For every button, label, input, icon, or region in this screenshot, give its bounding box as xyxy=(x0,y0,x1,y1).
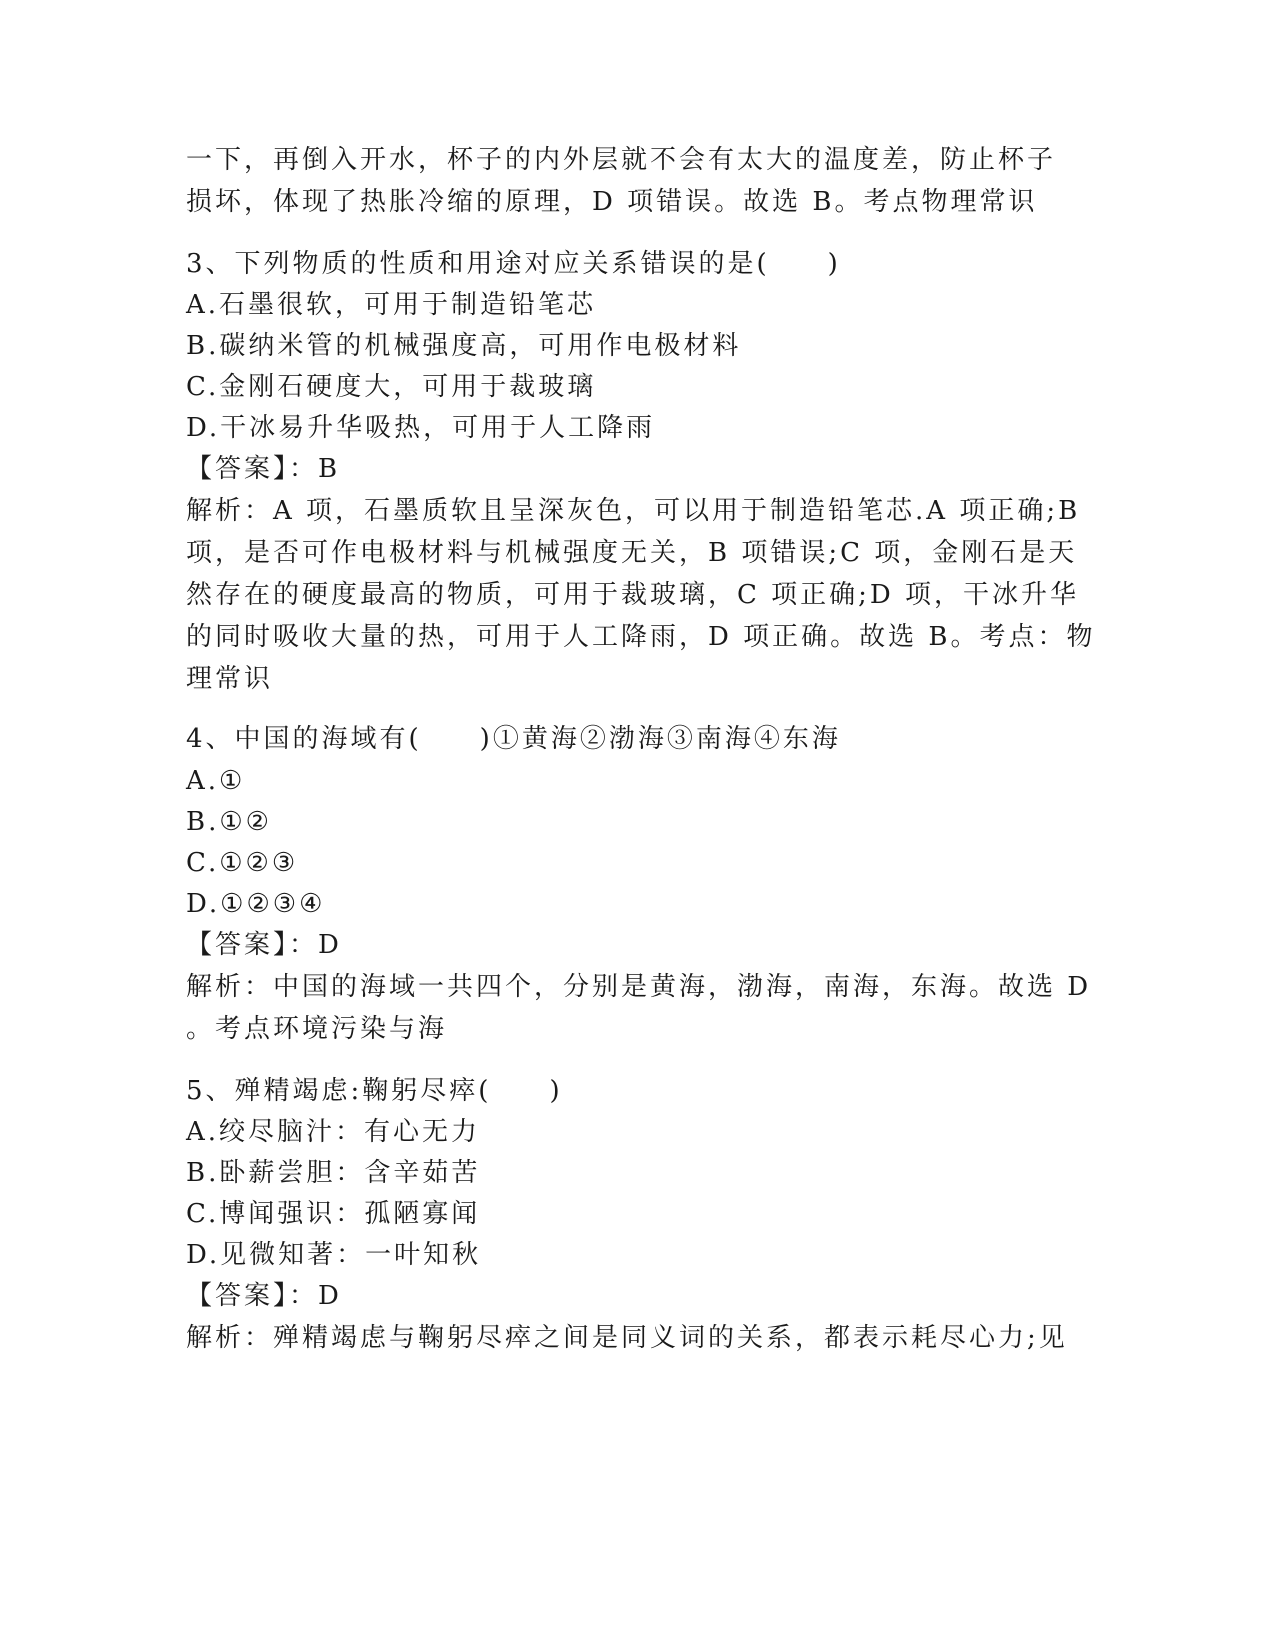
question-3-analysis-line: 的同时吸收大量的热，可用于人工降雨，D 项正确。故选 B。考点：物 xyxy=(186,622,1096,652)
question-3-stem: 3、下列物质的性质和用途对应关系错误的是( ) xyxy=(186,249,841,279)
continuation-line: 一下，再倒入开水，杯子的内外层就不会有太大的温度差，防止杯子 xyxy=(186,145,1057,175)
question-3-analysis-line: 项，是否可作电极材料与机械强度无关，B 项错误;C 项，金刚石是天 xyxy=(186,538,1078,568)
question-5-option-a: A.绞尽脑汁：有心无力 xyxy=(186,1117,481,1147)
question-4-analysis-line: 。考点环境污染与海 xyxy=(186,1014,448,1044)
question-3-analysis-line: 理常识 xyxy=(186,664,274,694)
question-3-answer: 【答案】：B xyxy=(186,454,341,484)
question-3-option-b: B.碳纳米管的机械强度高，可用作电极材料 xyxy=(186,331,742,361)
question-4-option-a: A.① xyxy=(186,766,246,796)
continuation-line: 损坏，体现了热胀冷缩的原理，D 项错误。故选 B。考点物理常识 xyxy=(186,187,1038,217)
question-3-option-c: C.金刚石硬度大，可用于裁玻璃 xyxy=(186,372,597,402)
question-5-answer: 【答案】：D xyxy=(186,1281,342,1311)
question-5-option-b: B.卧薪尝胆：含辛茹苦 xyxy=(186,1158,481,1188)
question-5-option-d: D.见微知著：一叶知秋 xyxy=(186,1240,482,1270)
question-3-analysis-line: 解析：A 项，石墨质软且呈深灰色，可以用于制造铅笔芯.A 项正确;B xyxy=(186,496,1081,526)
question-5-option-c: C.博闻强识：孤陋寡闻 xyxy=(186,1199,481,1229)
question-4-option-b: B.①② xyxy=(186,807,272,837)
question-4-analysis-line: 解析：中国的海域一共四个，分别是黄海，渤海，南海，东海。故选 D xyxy=(186,972,1092,1002)
question-4-option-c: C.①②③ xyxy=(186,848,299,878)
question-4-answer: 【答案】：D xyxy=(186,930,342,960)
question-5-analysis-line: 解析：殚精竭虑与鞠躬尽瘁之间是同义词的关系，都表示耗尽心力;见 xyxy=(186,1323,1068,1353)
question-4-stem: 4、中国的海域有( )①黄海②渤海③南海④东海 xyxy=(186,724,841,754)
question-3-option-d: D.干冰易升华吸热，可用于人工降雨 xyxy=(186,413,656,443)
question-4-option-d: D.①②③④ xyxy=(186,889,326,919)
question-3-option-a: A.石墨很软，可用于制造铅笔芯 xyxy=(186,290,597,320)
question-5-stem: 5、殚精竭虑:鞠躬尽瘁( ) xyxy=(186,1076,563,1106)
question-3-analysis-line: 然存在的硬度最高的物质，可用于裁玻璃，C 项正确;D 项，干冰升华 xyxy=(186,580,1080,610)
